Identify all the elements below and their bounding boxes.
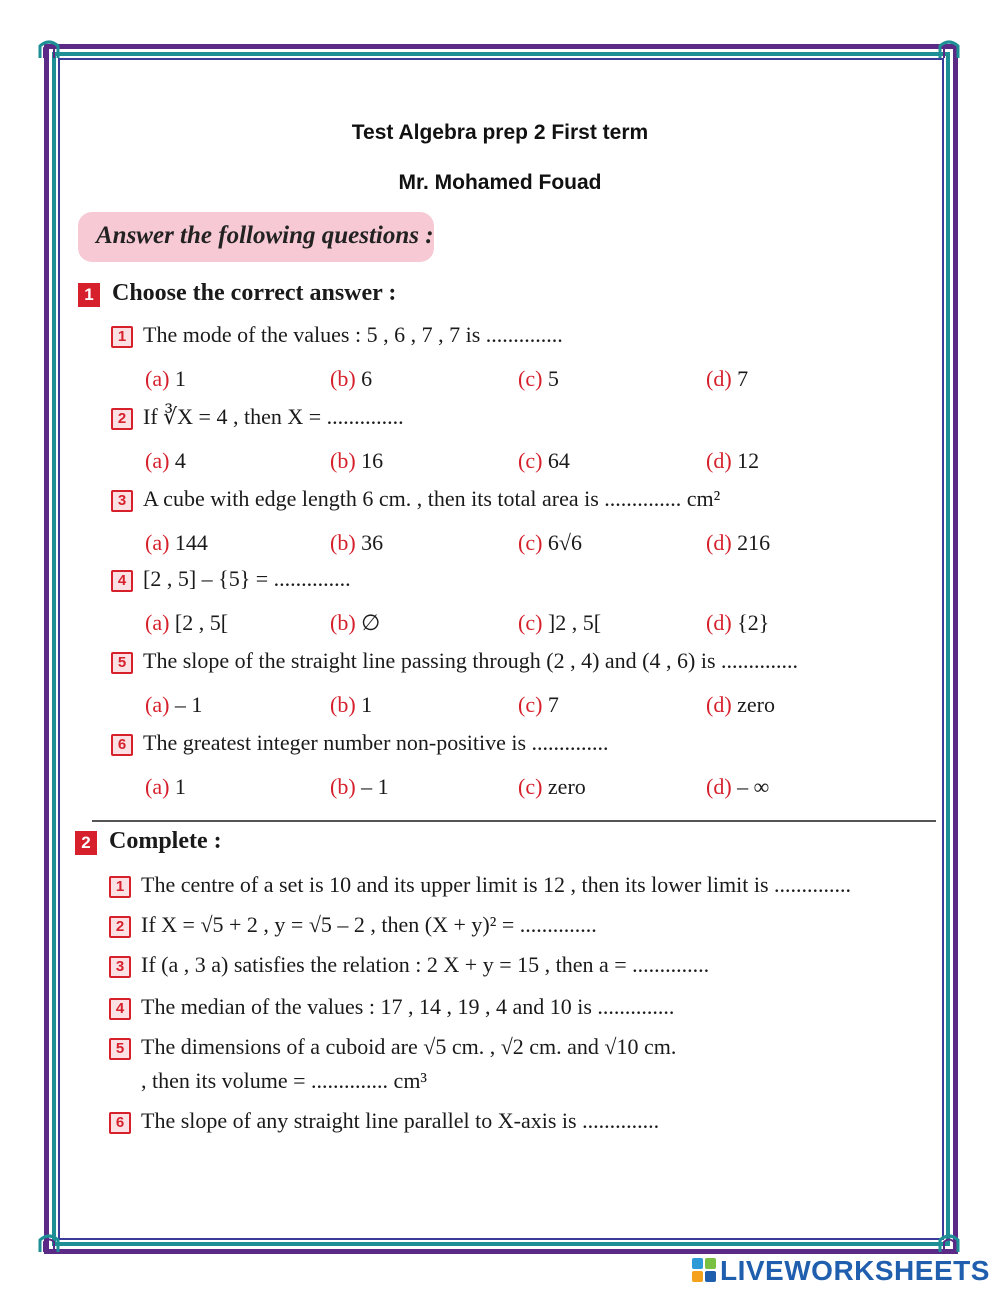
question-text: If ∛X = 4 , then X = .............. — [143, 404, 404, 429]
question-text: The slope of the straight line passing through (2 , 4) and (4 , 6) is .............. — [143, 648, 799, 673]
question-text: The mode of the values : 5 , 6 , 7 , 7 is .............. — [143, 322, 563, 347]
option-value: [2 , 5[ — [174, 610, 229, 635]
question-number: 6 — [111, 734, 133, 756]
option-a[interactable] — [145, 692, 202, 718]
complete-item-text: The median of the values : 17 , 14 , 19 , 4 and 10 is .............. — [141, 994, 675, 1019]
question-number: 3 — [111, 490, 133, 512]
option-value: 1 — [174, 366, 186, 391]
option-value: 6√6 — [547, 530, 582, 555]
option-d[interactable] — [706, 610, 769, 636]
liveworksheets-logo — [692, 1256, 990, 1286]
option-label: (b) — [330, 448, 356, 473]
option-label: (d) — [706, 366, 732, 391]
complete-item-number: 1 — [109, 876, 131, 898]
question-number: 5 — [111, 652, 133, 674]
complete-item-text: If X = √5 + 2 , y = √5 – 2 , then (X + y)² = .............. — [141, 912, 597, 937]
complete-item-text: If (a , 3 a) satisfies the relation : 2 X + y = 15 , then a = .............. — [141, 952, 710, 977]
complete-item-number: 2 — [109, 916, 131, 938]
option-d[interactable] — [706, 692, 775, 718]
worksheet-title: Test Algebra prep 2 First term — [351, 121, 649, 144]
option-b[interactable] — [330, 774, 389, 800]
instruction-text: Answer the following questions : — [96, 222, 434, 249]
option-label: (c) — [518, 366, 543, 391]
question-text: A cube with edge length 6 cm. , then its total area is .............. cm² — [143, 486, 721, 511]
option-value: 1 — [361, 692, 373, 717]
option-value: – 1 — [174, 692, 203, 717]
option-label: (a) — [145, 366, 170, 391]
complete-item-text-continued: , then its volume = .............. cm³ — [141, 1068, 428, 1093]
complete-item-number: 5 — [109, 1038, 131, 1060]
option-label: (c) — [518, 692, 543, 717]
section-number: 1 — [78, 283, 100, 307]
option-value: 4 — [174, 448, 186, 473]
option-label: (b) — [330, 530, 356, 555]
option-d[interactable] — [706, 448, 759, 474]
complete-item-number: 6 — [109, 1112, 131, 1134]
option-label: (c) — [518, 530, 543, 555]
option-label: (b) — [330, 366, 356, 391]
section-divider — [92, 820, 936, 822]
option-c[interactable] — [518, 774, 586, 800]
instruction-banner — [78, 212, 434, 262]
question-number: 2 — [111, 408, 133, 430]
option-b[interactable] — [330, 530, 383, 556]
brand-name: LIVEWORKSHEETS — [720, 1255, 990, 1286]
section-title: Choose the correct answer : — [112, 280, 397, 306]
option-d[interactable] — [706, 774, 769, 800]
option-value: zero — [547, 774, 586, 799]
option-value: – ∞ — [737, 774, 770, 799]
option-label: (b) — [330, 610, 356, 635]
teacher-name: Mr. Mohamed Fouad — [398, 171, 602, 194]
option-value: 7 — [547, 692, 559, 717]
option-value: ]2 , 5[ — [547, 610, 602, 635]
option-label: (d) — [706, 448, 732, 473]
option-value: 144 — [174, 530, 208, 555]
option-value: 216 — [737, 530, 771, 555]
complete-item-number: 3 — [109, 956, 131, 978]
option-value: – 1 — [361, 774, 389, 799]
section-number: 2 — [75, 831, 97, 855]
option-label: (a) — [145, 530, 170, 555]
option-value: 6 — [361, 366, 373, 391]
option-label: (a) — [145, 692, 170, 717]
complete-item-text: The slope of any straight line parallel to X-axis is .............. — [141, 1108, 660, 1133]
option-a[interactable] — [145, 530, 208, 556]
option-b[interactable] — [330, 610, 380, 636]
option-label: (d) — [706, 610, 732, 635]
option-value: zero — [737, 692, 776, 717]
option-a[interactable] — [145, 448, 186, 474]
question-text: The greatest integer number non-positive is .............. — [143, 730, 609, 755]
option-value: 36 — [361, 530, 384, 555]
complete-item-text: The dimensions of a cuboid are √5 cm. , √2 cm. and √10 cm. — [141, 1034, 677, 1059]
question-number: 4 — [111, 570, 133, 592]
option-label: (d) — [706, 692, 732, 717]
option-c[interactable] — [518, 610, 601, 636]
option-label: (a) — [145, 774, 170, 799]
option-a[interactable] — [145, 610, 228, 636]
question-text: [2 , 5] – {5} = .............. — [143, 566, 351, 591]
corner-ornament-icon — [938, 38, 960, 60]
option-b[interactable] — [330, 692, 372, 718]
option-c[interactable] — [518, 448, 570, 474]
option-c[interactable] — [518, 366, 559, 392]
option-c[interactable] — [518, 692, 559, 718]
option-value: 12 — [737, 448, 760, 473]
option-a[interactable] — [145, 774, 186, 800]
corner-ornament-icon — [38, 38, 60, 60]
option-c[interactable] — [518, 530, 582, 556]
option-value: ∅ — [361, 610, 381, 635]
option-label: (b) — [330, 692, 356, 717]
option-value: {2} — [737, 610, 770, 635]
option-label: (c) — [518, 610, 543, 635]
brand-logo-icon — [692, 1258, 718, 1284]
option-d[interactable] — [706, 366, 748, 392]
option-label: (d) — [706, 530, 732, 555]
option-value: 64 — [547, 448, 570, 473]
option-value: 16 — [361, 448, 384, 473]
option-label: (d) — [706, 774, 732, 799]
option-label: (b) — [330, 774, 356, 799]
option-a[interactable] — [145, 366, 186, 392]
section-title: Complete : — [109, 828, 222, 854]
option-b[interactable] — [330, 366, 372, 392]
corner-ornament-icon — [38, 1232, 60, 1254]
option-label: (a) — [145, 610, 170, 635]
option-d[interactable] — [706, 530, 770, 556]
option-value: 7 — [737, 366, 749, 391]
complete-item-text: The centre of a set is 10 and its upper limit is 12 , then its lower limit is .............. — [141, 872, 852, 897]
option-b[interactable] — [330, 448, 383, 474]
option-label: (c) — [518, 774, 543, 799]
option-label: (a) — [145, 448, 170, 473]
option-value: 5 — [547, 366, 559, 391]
option-label: (c) — [518, 448, 543, 473]
option-value: 1 — [174, 774, 186, 799]
corner-ornament-icon — [938, 1232, 960, 1254]
complete-item-number: 4 — [109, 998, 131, 1020]
question-number: 1 — [111, 326, 133, 348]
